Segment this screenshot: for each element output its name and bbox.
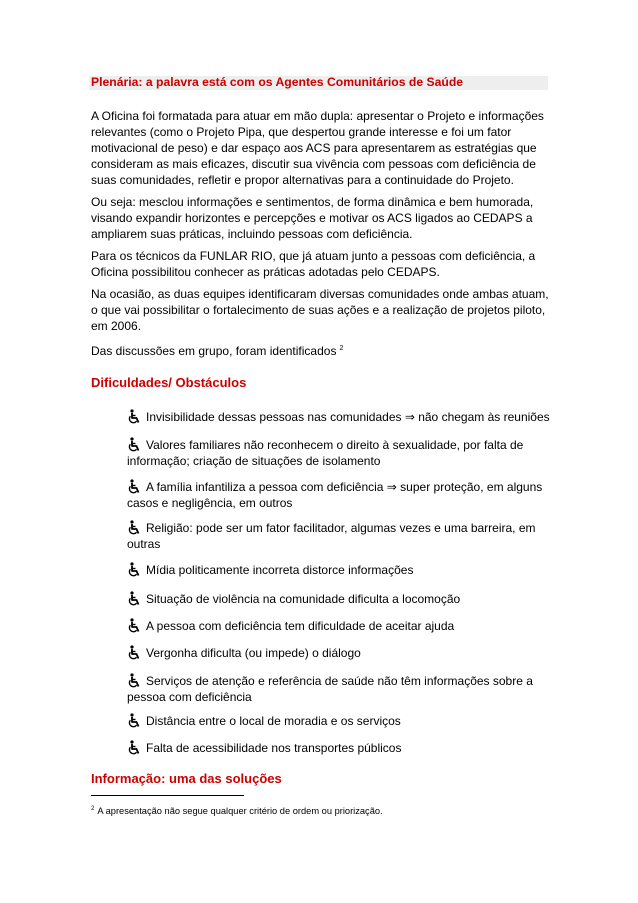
list-item [127, 673, 557, 705]
list-item-text: outras [127, 537, 161, 551]
list-item [127, 618, 557, 634]
list-item [127, 479, 557, 511]
paragraph-line: relevantes (como o Projeto Pipa, que despertou grande interesse e foi um fator [91, 125, 512, 139]
list-item [127, 562, 557, 578]
wheelchair-icon [127, 520, 141, 535]
section-title-difficulties: Dificuldades/ Obstáculos [91, 375, 247, 390]
list-item-text: Falta de acessibilidade nos transportes públicos [146, 741, 402, 755]
footnote-text: A apresentação não segue qualquer critério de ordem ou priorização. [97, 806, 383, 816]
list-item-text: Mídia politicamente incorreta distorce informações [146, 563, 414, 577]
list-item [127, 520, 557, 552]
wheelchair-icon [127, 740, 141, 755]
paragraph-line: em 2006. [91, 319, 142, 333]
paragraph-line: visando expandir horizontes e percepções e motivar os ACS ligados ao CEDAPS a [91, 211, 533, 225]
list-item [127, 591, 557, 607]
wheelchair-icon [127, 437, 141, 452]
list-item-text: Invisibilidade dessas pessoas nas comunidades ⇒ não chegam às reuniões [146, 410, 550, 424]
list-item-text: informação; criação de situações de isolamento [127, 454, 381, 468]
section-heading: Plenária: a palavra está com os Agentes Comunitários de Saúde [91, 75, 464, 89]
wheelchair-icon [127, 713, 141, 728]
list-item-text: casos e negligência, em outros [127, 496, 293, 510]
paragraph-line: o que vai possibilitar o fortalecimento de suas ações e a realização de projetos piloto, [91, 303, 546, 317]
list-item [127, 713, 557, 729]
paragraph-line: motivacional de peso) e dar espaço aos ACS para apresentarem as estratégias que [91, 141, 537, 155]
paragraph-line: Para os técnicos da FUNLAR RIO, que já atuam junto a pessoas com deficiência, a [91, 249, 536, 263]
paragraph-line: consideram as mais eficazes, discutir sua vivência com pessoas com deficiência de [91, 157, 536, 171]
footnote-number: 2 [91, 806, 95, 812]
list-item-text: Distância entre o local de moradia e os serviços [146, 714, 401, 728]
paragraph-line: A Oficina foi formatada para atuar em mão dupla: apresentar o Projeto e informações [91, 109, 544, 123]
paragraph-4 [91, 286, 551, 334]
list-item-text: Valores familiares não reconhecem o direito à sexualidade, por falta de [146, 438, 524, 452]
list-item-text: Situação de violência na comunidade dificulta a locomoção [146, 592, 461, 606]
list-item-text: A pessoa com deficiência tem dificuldade de aceitar ajuda [146, 619, 455, 633]
footnote-divider [91, 795, 244, 796]
wheelchair-icon [127, 409, 141, 424]
section-title-information: Informação: uma das soluções [91, 771, 282, 786]
list-item-text: A família infantiliza a pessoa com deficiência ⇒ super proteção, em alguns [146, 480, 543, 494]
discussion-line [91, 341, 551, 359]
wheelchair-icon [127, 591, 141, 606]
paragraph-2 [91, 194, 551, 242]
paragraph-line: Oficina possibilitou conhecer as práticas adotadas pelo CEDAPS. [91, 265, 440, 279]
paragraph-1 [91, 108, 551, 188]
section-heading-bar [89, 76, 548, 90]
list-item [127, 437, 557, 469]
footnote [91, 806, 383, 816]
paragraph-3 [91, 248, 551, 280]
list-item-text: Religião: pode ser um fator facilitador, algumas vezes e uma barreira, em [146, 521, 536, 535]
list-item [127, 409, 557, 425]
list-item [127, 645, 557, 661]
wheelchair-icon [127, 479, 141, 494]
paragraph-line: ampliarem suas práticas, incluindo pessoas com deficiência. [91, 227, 413, 241]
wheelchair-icon [127, 618, 141, 633]
paragraph-line: Ou seja: mesclou informações e sentimentos, de forma dinâmica e bem humorada, [91, 195, 534, 209]
list-item-text: Vergonha dificulta (ou impede) o diálogo [146, 646, 361, 660]
list-item [127, 740, 557, 756]
paragraph-line: Na ocasião, as duas equipes identificaram diversas comunidades onde ambas atuam, [91, 287, 549, 301]
list-item-text: pessoa com deficiência [127, 690, 252, 704]
footnote-marker[interactable]: 2 [339, 345, 344, 352]
wheelchair-icon [127, 673, 141, 688]
paragraph-line: suas comunidades, refletir e propor alternativas para a continuidade do Projeto. [91, 173, 514, 187]
discussion-text: Das discussões em grupo, foram identificados [91, 344, 337, 358]
list-item-text: Serviços de atenção e referência de saúde não têm informações sobre a [146, 674, 533, 688]
wheelchair-icon [127, 562, 141, 577]
wheelchair-icon [127, 645, 141, 660]
